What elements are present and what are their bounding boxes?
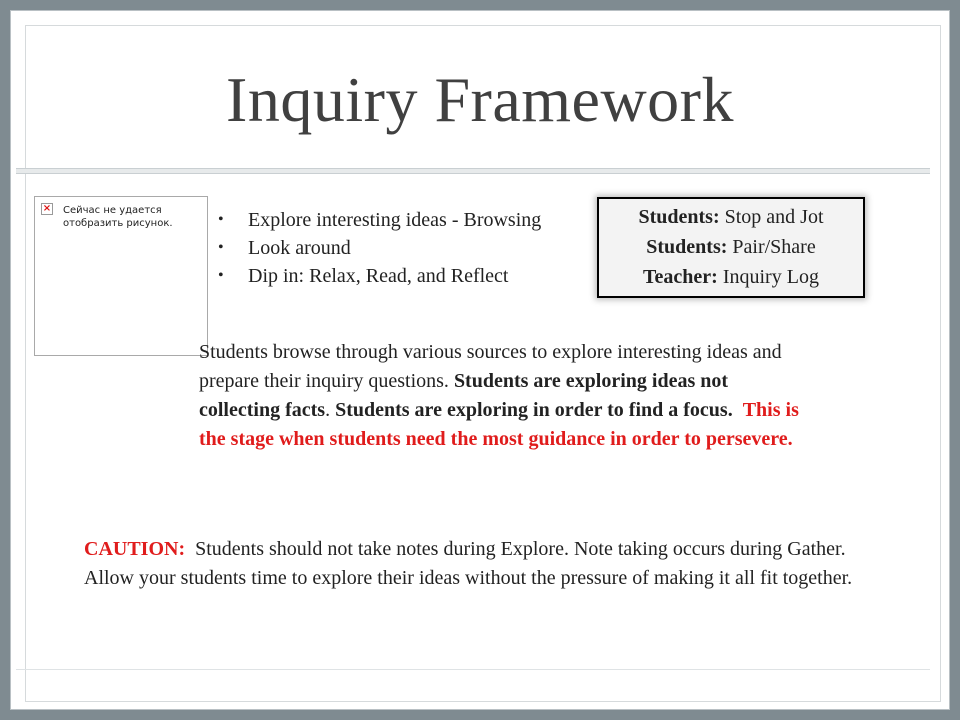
activity-row	[599, 262, 863, 292]
bullet-text: Explore interesting ideas - Browsing	[248, 209, 542, 231]
activity-box	[597, 197, 865, 298]
activity-text: Stop and Jot	[724, 206, 824, 228]
image-placeholder	[34, 196, 208, 356]
activity-row	[599, 232, 863, 262]
activity-text: Pair/Share	[732, 236, 816, 258]
paragraph-bold-facts: Students are exploring ideas not collecting facts	[199, 370, 729, 421]
activity-role: Students:	[646, 236, 728, 258]
paragraph-red-guidance: This is the stage when students need the most guidance in order to persevere.	[199, 399, 799, 450]
list-item	[218, 206, 598, 234]
activity-text: Inquiry Log	[722, 266, 819, 288]
paragraph-period: .	[325, 399, 331, 421]
bullet-icon: •	[218, 267, 224, 284]
list-item	[218, 234, 598, 262]
paragraph-bold-focus: Students are exploring in order to find a focus.	[335, 399, 733, 421]
bullet-icon: •	[218, 211, 224, 228]
bullet-icon: •	[218, 239, 224, 256]
activity-role: Students:	[638, 206, 720, 228]
caution-text: Students should not take notes during Explore. Note taking occurs during Gather. Allow your students time to explore their ideas without the pressure of making it all fit together.	[84, 538, 853, 589]
paragraph-normal: Students browse through various sources to explore interesting ideas and prepare their inquiry questions.	[199, 341, 782, 392]
slide-title: Inquiry Framework	[226, 64, 734, 135]
caution-note	[84, 535, 884, 593]
broken-image-icon: ×	[42, 203, 52, 214]
activity-row	[599, 202, 863, 232]
explanation-paragraph	[199, 338, 809, 454]
caution-label: CAUTION:	[84, 538, 186, 560]
bullet-text: Look around	[248, 237, 351, 259]
image-placeholder-message: Сейчас не удается отобразить рисунок.	[63, 205, 173, 229]
activity-role: Teacher:	[643, 266, 718, 288]
footer-divider	[16, 669, 930, 691]
list-item	[218, 262, 598, 290]
bullet-text: Dip in: Relax, Read, and Reflect	[248, 265, 509, 287]
bullet-list	[218, 206, 598, 290]
title-divider	[16, 168, 930, 174]
